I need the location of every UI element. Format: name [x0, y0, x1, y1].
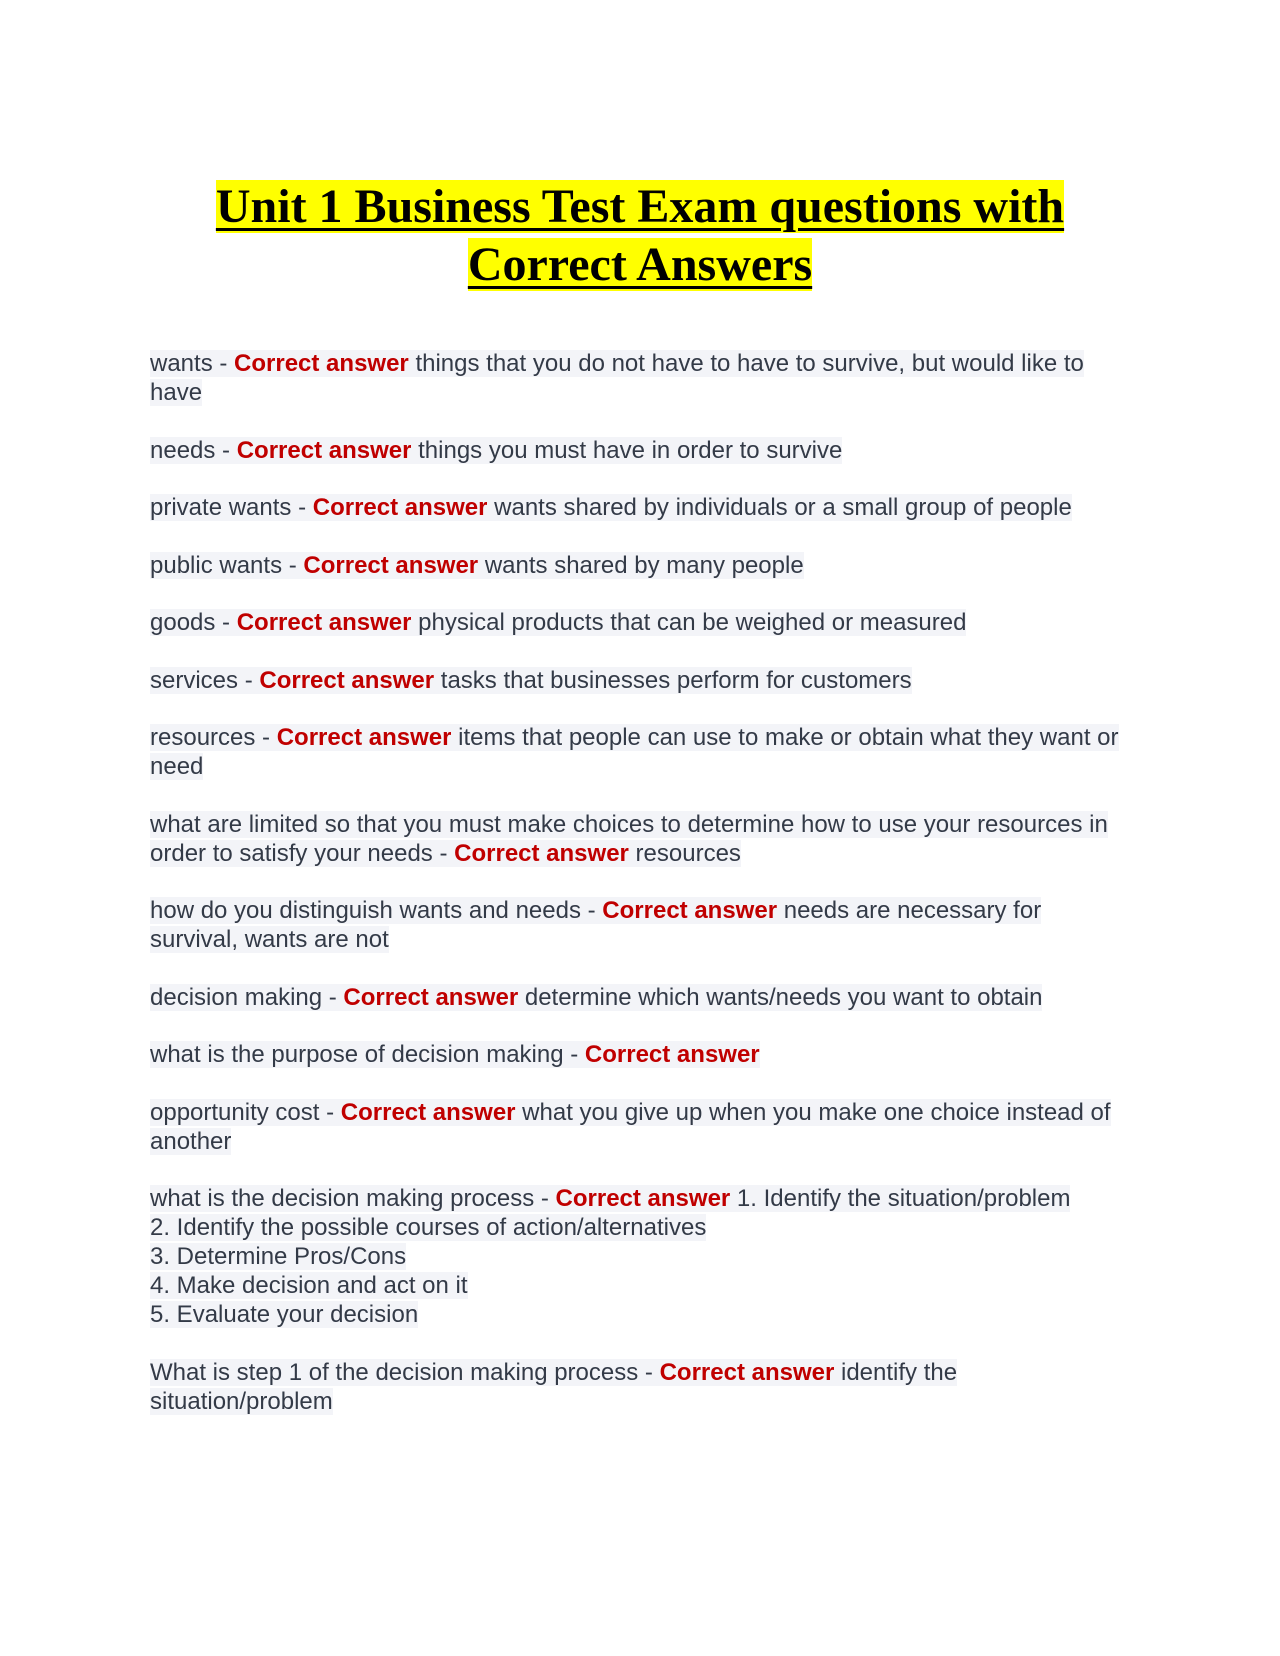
correct-answer-label: Correct answer [659, 1358, 835, 1386]
qa-definition: 1. Identify the situation/problem 2. Identify the possible courses of action/alternatives 3. Determine Pros/Cons 4. Make decision and act on it 5. Evaluate your decision [150, 1185, 1071, 1328]
qa-item [150, 1040, 1130, 1069]
qa-item [150, 436, 1130, 465]
qa-item [150, 349, 1130, 407]
qa-item [150, 666, 1130, 695]
qa-term: opportunity cost - [150, 1098, 341, 1126]
document-title [150, 178, 1130, 294]
qa-definition: determine which wants/needs you want to obtain [518, 983, 1043, 1011]
qa-definition: items that people can use to make or obtain what they want or need [150, 724, 1119, 780]
title-line-1: Unit 1 Business Test Exam questions with [215, 180, 1065, 233]
qa-item [150, 608, 1130, 637]
qa-item [150, 723, 1130, 781]
correct-answer-label: Correct answer [236, 436, 412, 464]
qa-definition: wants shared by many people [478, 551, 804, 579]
qa-term: private wants - [150, 494, 313, 521]
qa-item [150, 1358, 1130, 1416]
qa-definition: what you give up when you make one choice instead of another [150, 1098, 1111, 1155]
qa-term: goods - [150, 609, 237, 636]
correct-answer-label: Correct answer [259, 666, 435, 694]
qa-item [150, 896, 1130, 954]
qa-term: resources - [150, 724, 277, 751]
qa-definition: tasks that businesses perform for customers [434, 666, 912, 694]
qa-item [150, 1098, 1130, 1156]
qa-item [150, 493, 1130, 522]
qa-definition: identify the situation/problem [150, 1358, 958, 1415]
correct-answer-label: Correct answer [340, 1098, 516, 1126]
title-line-2: Correct Answers [467, 238, 813, 291]
correct-answer-label: Correct answer [454, 839, 629, 867]
correct-answer-label: Correct answer [303, 551, 479, 579]
correct-answer-label: Correct answer [312, 494, 488, 521]
correct-answer-label: Correct answer [236, 609, 412, 636]
qa-term: public wants - [150, 551, 304, 579]
qa-term: how do you distinguish wants and needs - [150, 897, 603, 924]
qa-definition: wants shared by individuals or a small group of people [487, 494, 1072, 521]
qa-term: needs - [150, 436, 237, 464]
correct-answer-label: Correct answer [276, 724, 452, 751]
qa-term: what is the purpose of decision making - [150, 1041, 585, 1068]
qa-term: services - [150, 666, 260, 694]
qa-definition: physical products that can be weighed or measured [411, 609, 967, 636]
correct-answer-label: Correct answer [584, 1041, 760, 1068]
qa-term: what are limited so that you must make choices to determine how to use your resources in order to satisfy your needs - [150, 810, 1108, 867]
correct-answer-label: Correct answer [602, 897, 778, 924]
qa-item [150, 1184, 1130, 1329]
qa-definition: needs are necessary for survival, wants are not [150, 897, 1042, 953]
qa-item [150, 810, 1130, 868]
qa-list [150, 349, 1130, 1444]
correct-answer-label: Correct answer [555, 1185, 731, 1212]
qa-term: wants - [150, 350, 235, 377]
qa-item [150, 983, 1130, 1012]
qa-item [150, 551, 1130, 580]
qa-definition: things that you do not have to have to survive, but would like to have [150, 350, 1084, 406]
qa-term: decision making - [150, 983, 344, 1011]
correct-answer-label: Correct answer [343, 983, 519, 1011]
qa-term: what is the decision making process - [150, 1185, 556, 1212]
qa-definition: things you must have in order to survive [411, 436, 843, 464]
correct-answer-label: Correct answer [234, 350, 409, 377]
qa-definition: resources [628, 839, 741, 867]
qa-term: What is step 1 of the decision making process - [150, 1358, 660, 1386]
